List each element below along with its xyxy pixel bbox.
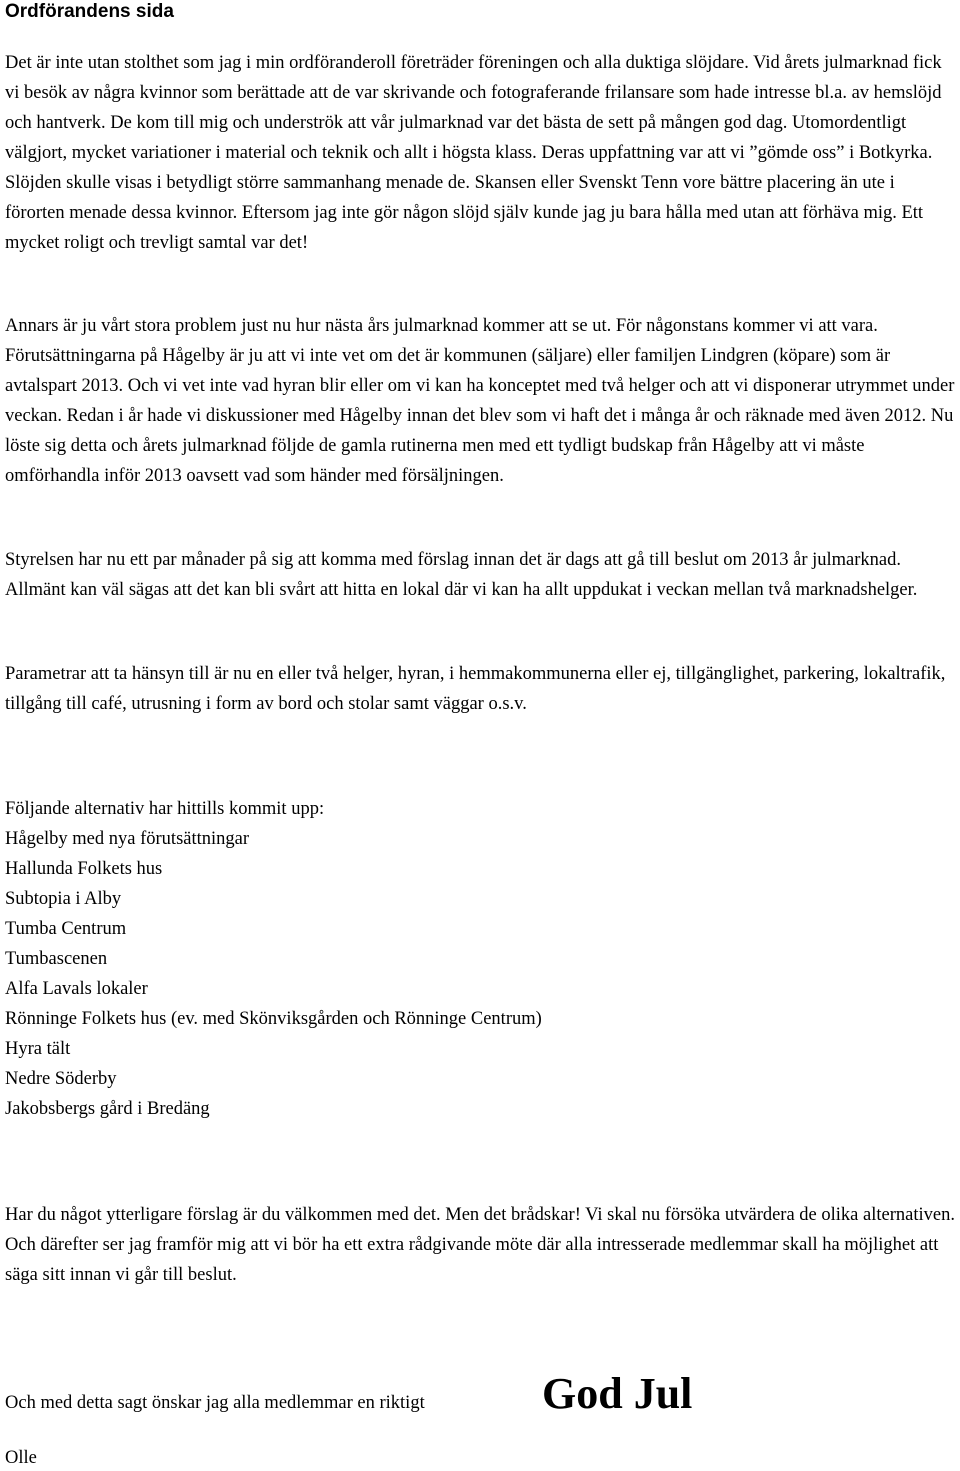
paragraph-board: Styrelsen har nu ett par månader på sig att komma med förslag innan det är dags att gå till beslut om 2013 år julmarknad. Allmänt kan väl sägas att det kan bli svårt att hitta en lokal där vi kan ha allt uppdukat i veckan mellan två marknadshelger. bbox=[5, 550, 918, 600]
greeting-line bbox=[5, 1366, 955, 1426]
list-item: Tumbascenen bbox=[5, 949, 108, 969]
signature: Olle bbox=[5, 1448, 37, 1468]
list-item: Nedre Söderby bbox=[5, 1069, 117, 1089]
paragraph-closing: Har du något ytterligare förslag är du välkommen med det. Men det brådskar! Vi skal nu försöka utvärdera de olika alternativen. Och därefter ser jag framför mig att vi bör ha ett extra rådgivande möte där alla intresserade medlemmar skall ha möjlighet att säga sitt innan vi går till beslut. bbox=[5, 1205, 955, 1285]
greeting-lead: Och med detta sagt önskar jag alla medlemmar en riktigt bbox=[5, 1393, 425, 1413]
greeting-highlight: God Jul bbox=[542, 1369, 693, 1418]
alternatives-list bbox=[5, 794, 955, 1124]
list-item: Rönninge Folkets hus (ev. med Skönviksgården och Rönninge Centrum) bbox=[5, 1009, 542, 1029]
list-item: Alfa Lavals lokaler bbox=[5, 979, 148, 999]
paragraph-problem: Annars är ju vårt stora problem just nu hur nästa års julmarknad kommer att se ut. För någonstans kommer vi att vara. Förutsättningarna på Hågelby är ju att vi inte vet om det är kommunen (säljare) eller familjen Lindgren (köpare) som är avtalspart 2013. Och vi vet inte vad hyran blir eller om vi kan ha konceptet med två helger och att vi disponerar utrymmet under veckan. Redan i år hade vi diskussioner med Hågelby innan det blev som vi haft det i många år och räknade med även 2012. Nu löste sig detta och årets julmarknad följde de gamla rutinerna men med ett tydligt budskap från Hågelby att vi måste omförhandla inför 2013 oavsett vad som händer med försäljningen. bbox=[5, 316, 955, 486]
paragraph-parameters: Parametrar att ta hänsyn till är nu en eller två helger, hyran, i hemmakommunerna eller ej, tillgänglighet, parkering, lokaltrafik, tillgång till café, utrusning i form av bord och stolar samt väggar o.s.v. bbox=[5, 664, 946, 714]
alternatives-heading: Följande alternativ har hittills kommit upp: bbox=[5, 799, 325, 819]
list-item: Tumba Centrum bbox=[5, 919, 127, 939]
list-item: Hallunda Folkets hus bbox=[5, 859, 163, 879]
list-item: Jakobsbergs gård i Bredäng bbox=[5, 1099, 210, 1119]
list-item: Subtopia i Alby bbox=[5, 889, 122, 909]
list-item: Hågelby med nya förutsättningar bbox=[5, 829, 250, 849]
list-item: Hyra tält bbox=[5, 1039, 71, 1059]
page-title: Ordförandens sida bbox=[5, 1, 174, 22]
paragraph-intro: Det är inte utan stolthet som jag i min ordföranderoll företräder föreningen och alla duktiga slöjdare. Vid årets julmarknad fick vi besök av några kvinnor som berättade att de var skrivande och fotograferande frilansare som hade intresse bl.a. av hemslöjd och hantverk. De kom till mig och underströk att vår julmarknad var det bästa de sett på mången god dag. Utomordentligt välgjort, mycket variationer i material och teknik och allt i högsta klass. Deras uppfattning var att vi ”gömde oss” i Botkyrka. Slöjden skulle visas i betydligt större sammanhang menade de. Skansen eller Svenskt Tenn vore bättre placering än ute i förorten menade dessa kvinnor. Eftersom jag inte gör någon slöjd själv kunde jag ju bara hålla med utan att förhäva mig. Ett mycket roligt och trevligt samtal var det! bbox=[5, 53, 942, 253]
